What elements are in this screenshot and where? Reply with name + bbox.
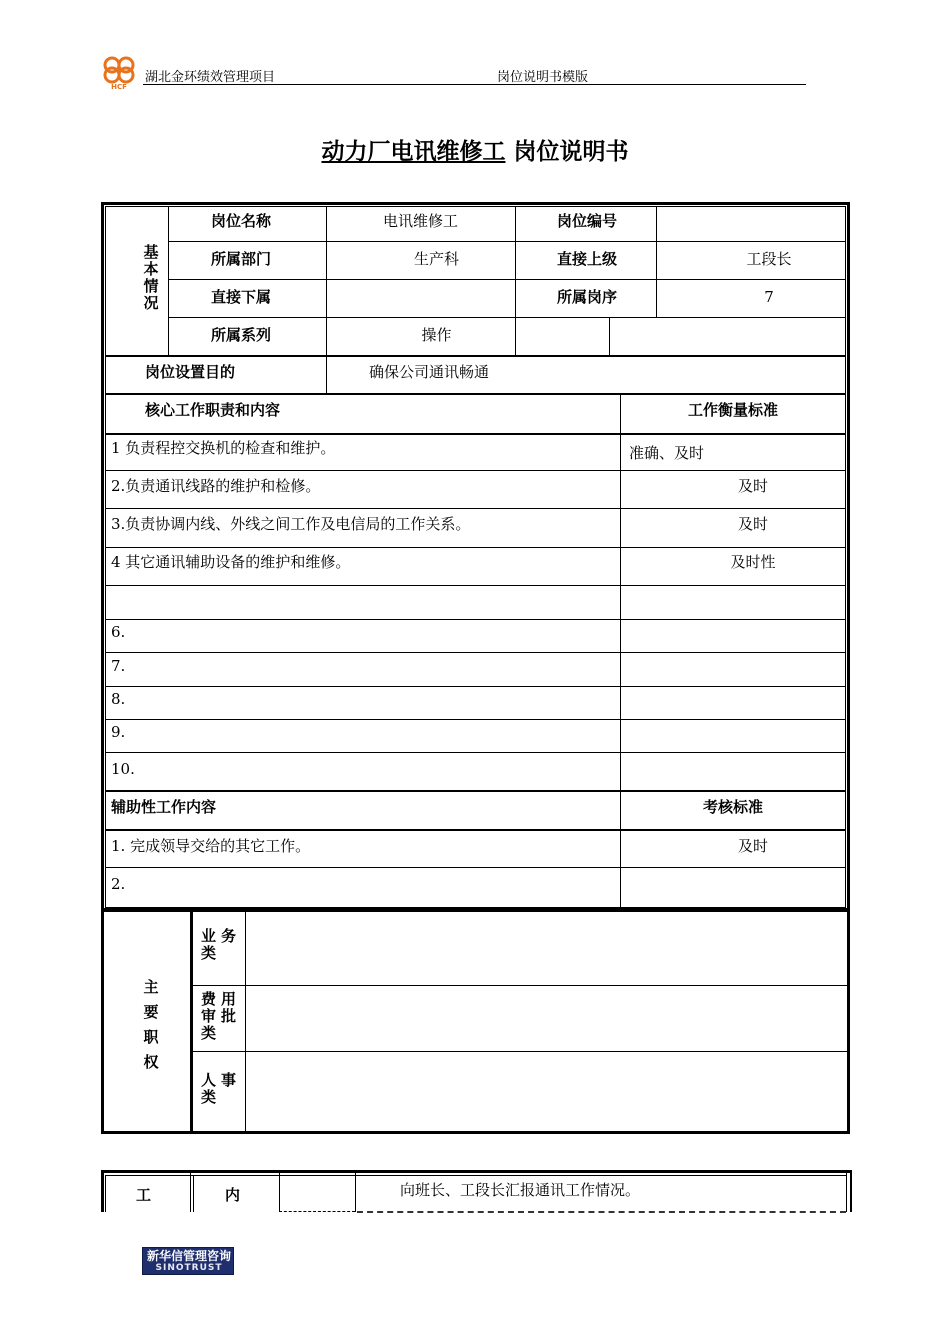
- bottom-table-top: [101, 1170, 850, 1173]
- svg-text:HCF: HCF: [111, 83, 127, 91]
- core-std-2: 及时: [737, 477, 768, 495]
- core-row-2: 2.负责通讯线路的维护和检修。: [111, 477, 321, 495]
- page-title: 动力厂电讯维修工 岗位说明书: [321, 139, 629, 165]
- series-value: 操作: [421, 326, 452, 344]
- project-name: 湖北金环绩效管理项目: [145, 70, 276, 85]
- purpose-label: 岗位设置目的: [145, 363, 236, 381]
- core-std-3: 及时: [737, 515, 768, 533]
- core-row-9: 9.: [111, 723, 126, 741]
- dept-label: 所属部门: [211, 250, 272, 268]
- bottom-col1: 工: [136, 1186, 152, 1204]
- aux-std-1: 及时: [737, 837, 768, 855]
- job-name-value: 电讯维修工: [382, 212, 458, 230]
- core-row-7: 7.: [111, 657, 126, 675]
- template-name: 岗位说明书模版: [497, 70, 589, 85]
- purpose-value: 确保公司通讯畅通: [369, 363, 490, 381]
- consultant-logo: 新华信管理咨询 SINOTRUST: [142, 1247, 234, 1275]
- core-row-4: 4 其它通讯辅助设备的维护和维修。: [111, 553, 351, 571]
- aux-duties-header: 辅助性工作内容: [111, 798, 217, 816]
- business-authority-label: 业务 类: [201, 927, 242, 962]
- aux-row-1: 1. 完成领导交给的其它工作。: [111, 837, 311, 855]
- sequence-value: 7: [764, 288, 774, 306]
- core-row-8: 8.: [111, 690, 126, 708]
- series-label: 所属系列: [211, 326, 272, 344]
- core-row-6: 6.: [111, 623, 126, 641]
- core-duties-header: 核心工作职责和内容: [145, 401, 281, 419]
- subordinate-label: 直接下属: [211, 288, 272, 306]
- core-standard-header: 工作衡量标准: [687, 401, 778, 419]
- expense-authority-label: 费用 审批 类: [201, 990, 242, 1042]
- personnel-authority-label: 人事 类: [201, 1071, 242, 1106]
- core-std-4: 及时性: [730, 553, 776, 571]
- basic-section-label: 基 本 情 况: [143, 243, 159, 312]
- header-rule: [143, 84, 806, 85]
- core-row-3: 3.负责协调内线、外线之间工作及电信局的工作关系。: [111, 515, 471, 533]
- job-name-label: 岗位名称: [211, 212, 272, 230]
- core-row-10: 10.: [111, 760, 135, 778]
- aux-row-2: 2.: [111, 875, 126, 893]
- core-std-1: 准确、及时: [629, 444, 705, 462]
- aux-standard-header: 考核标准: [702, 798, 763, 816]
- job-no-label: 岗位编号: [557, 212, 618, 230]
- bottom-col2: 内: [225, 1186, 241, 1204]
- company-logo: [100, 55, 138, 91]
- superior-label: 直接上级: [557, 250, 618, 268]
- core-row-1: 1 负责程控交换机的检查和维护。: [111, 439, 336, 457]
- superior-value: 工段长: [746, 250, 792, 268]
- authority-section-label: 主 要 职 权: [143, 978, 159, 1071]
- sequence-label: 所属岗序: [557, 288, 618, 306]
- dept-value: 生产科: [413, 250, 459, 268]
- bottom-report-text: 向班长、工段长汇报通讯工作情况。: [400, 1181, 641, 1199]
